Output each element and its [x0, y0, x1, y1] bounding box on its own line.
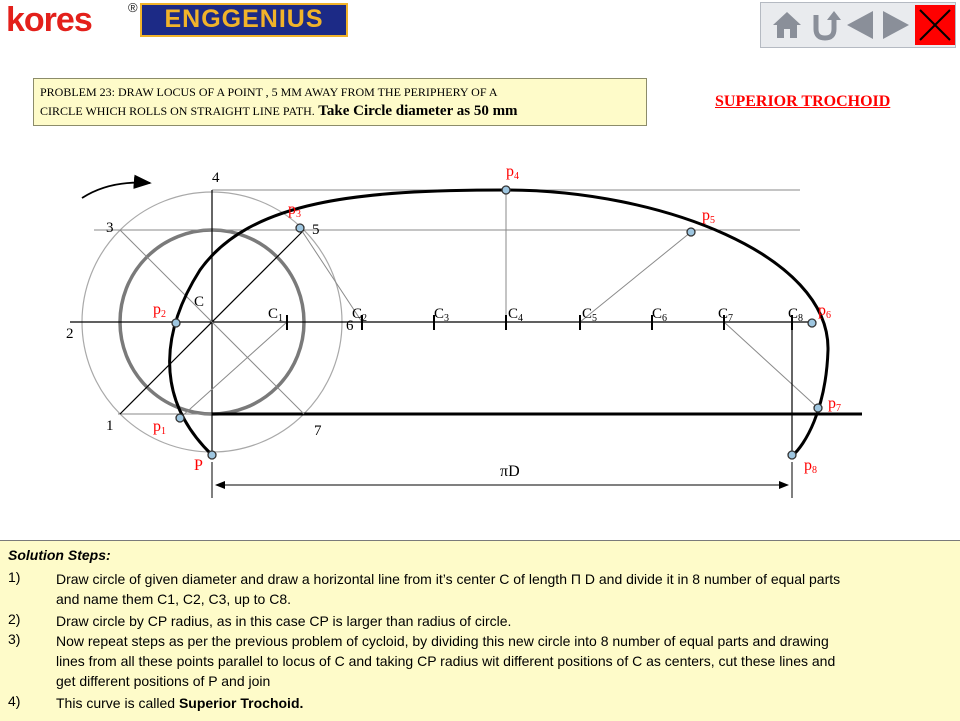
- dimension-label: πD: [500, 463, 520, 480]
- label-c1: $C_1$: [268, 306, 284, 324]
- label-c3: $C_3$: [434, 306, 450, 324]
- construction-line-p7: [724, 322, 818, 408]
- solution-steps: [0, 540, 960, 721]
- problem-line-2-emphasis: Take Circle diameter as 50 mm: [314, 103, 518, 119]
- enggenius-logo: ENGGENIUS: [140, 3, 348, 37]
- problem-line-1: PROBLEM 23: DRAW LOCUS OF A POINT , 5 MM AWAY FROM THE PERIPHERY OF A: [40, 85, 498, 99]
- point-p2: [172, 319, 180, 327]
- kores-logo: kores: [6, 1, 92, 39]
- division-4: 4: [212, 170, 220, 186]
- label-c7: $C_7$: [718, 306, 734, 324]
- point-p7: [814, 404, 822, 412]
- rotation-arrow: [82, 183, 150, 198]
- page-title: SUPERIOR TROCHOID: [715, 93, 891, 110]
- division-3: 3: [106, 220, 114, 236]
- step-1-number: 1): [8, 569, 21, 585]
- problem-line-2-text: CIRCLE WHICH ROLLS ON STRAIGHT LINE PATH.: [40, 104, 315, 118]
- label-p6: p6: [818, 302, 831, 321]
- construction-line-p1: [180, 322, 287, 418]
- division-5: 5: [312, 222, 320, 238]
- label-c6: $C_6$: [652, 306, 668, 324]
- point-p5: [687, 228, 695, 236]
- step-4-plain: This curve is called: [56, 695, 179, 711]
- step-4-text: [56, 693, 846, 713]
- label-c4: $C_4$: [508, 306, 524, 324]
- point-p3: [296, 224, 304, 232]
- label-c8: $C_8$: [788, 306, 804, 324]
- step-2-text: Draw circle by CP radius, as in this case CP is larger than radius of circle.: [56, 613, 512, 629]
- label-c: C: [194, 294, 205, 310]
- label-c5: $C_5$: [582, 306, 598, 324]
- step-2-number: 2): [8, 611, 21, 627]
- label-p1: p1: [153, 418, 166, 437]
- label-c2: $C_2$: [352, 306, 368, 324]
- point-p8: [788, 451, 796, 459]
- point-p1: [176, 414, 184, 422]
- step-3-number: 3): [8, 631, 21, 647]
- division-7: 7: [314, 423, 322, 439]
- division-1: 1: [106, 418, 114, 434]
- step-4-number: 4): [8, 693, 21, 709]
- step-1-text: Draw circle of given diameter and draw a horizontal line from it’s center C of length Π D and divide it in 8 number of equal parts and name them C1, C2, C3, up to C8.: [56, 571, 841, 607]
- label-p7: p7: [828, 395, 841, 414]
- label-p5: p5: [702, 207, 715, 226]
- step-3-text: Now repeat steps as per the previous problem of cycloid, by dividing this new circle into 8 number of equal parts and drawing lines from all these points parallel to locus of C and taking CP radius wit different positions of C as centers, cut these lines and get different positions of P and join: [56, 633, 836, 689]
- division-6: 6: [346, 318, 354, 334]
- label-p3: p3: [288, 201, 301, 220]
- label-p8: p8: [804, 457, 817, 476]
- step-4-emphasis: Superior Trochoid.: [178, 695, 304, 711]
- construction-line-p5: [580, 232, 691, 322]
- point-p: [208, 451, 216, 459]
- division-2: 2: [66, 326, 74, 342]
- label-p: P: [194, 457, 203, 474]
- label-p4: p4: [506, 163, 519, 182]
- point-p6: [808, 319, 816, 327]
- registered-mark: ®: [128, 0, 138, 15]
- solution-heading: Solution Steps:: [8, 547, 111, 563]
- point-p4: [502, 186, 510, 194]
- label-p2: p2: [153, 301, 166, 320]
